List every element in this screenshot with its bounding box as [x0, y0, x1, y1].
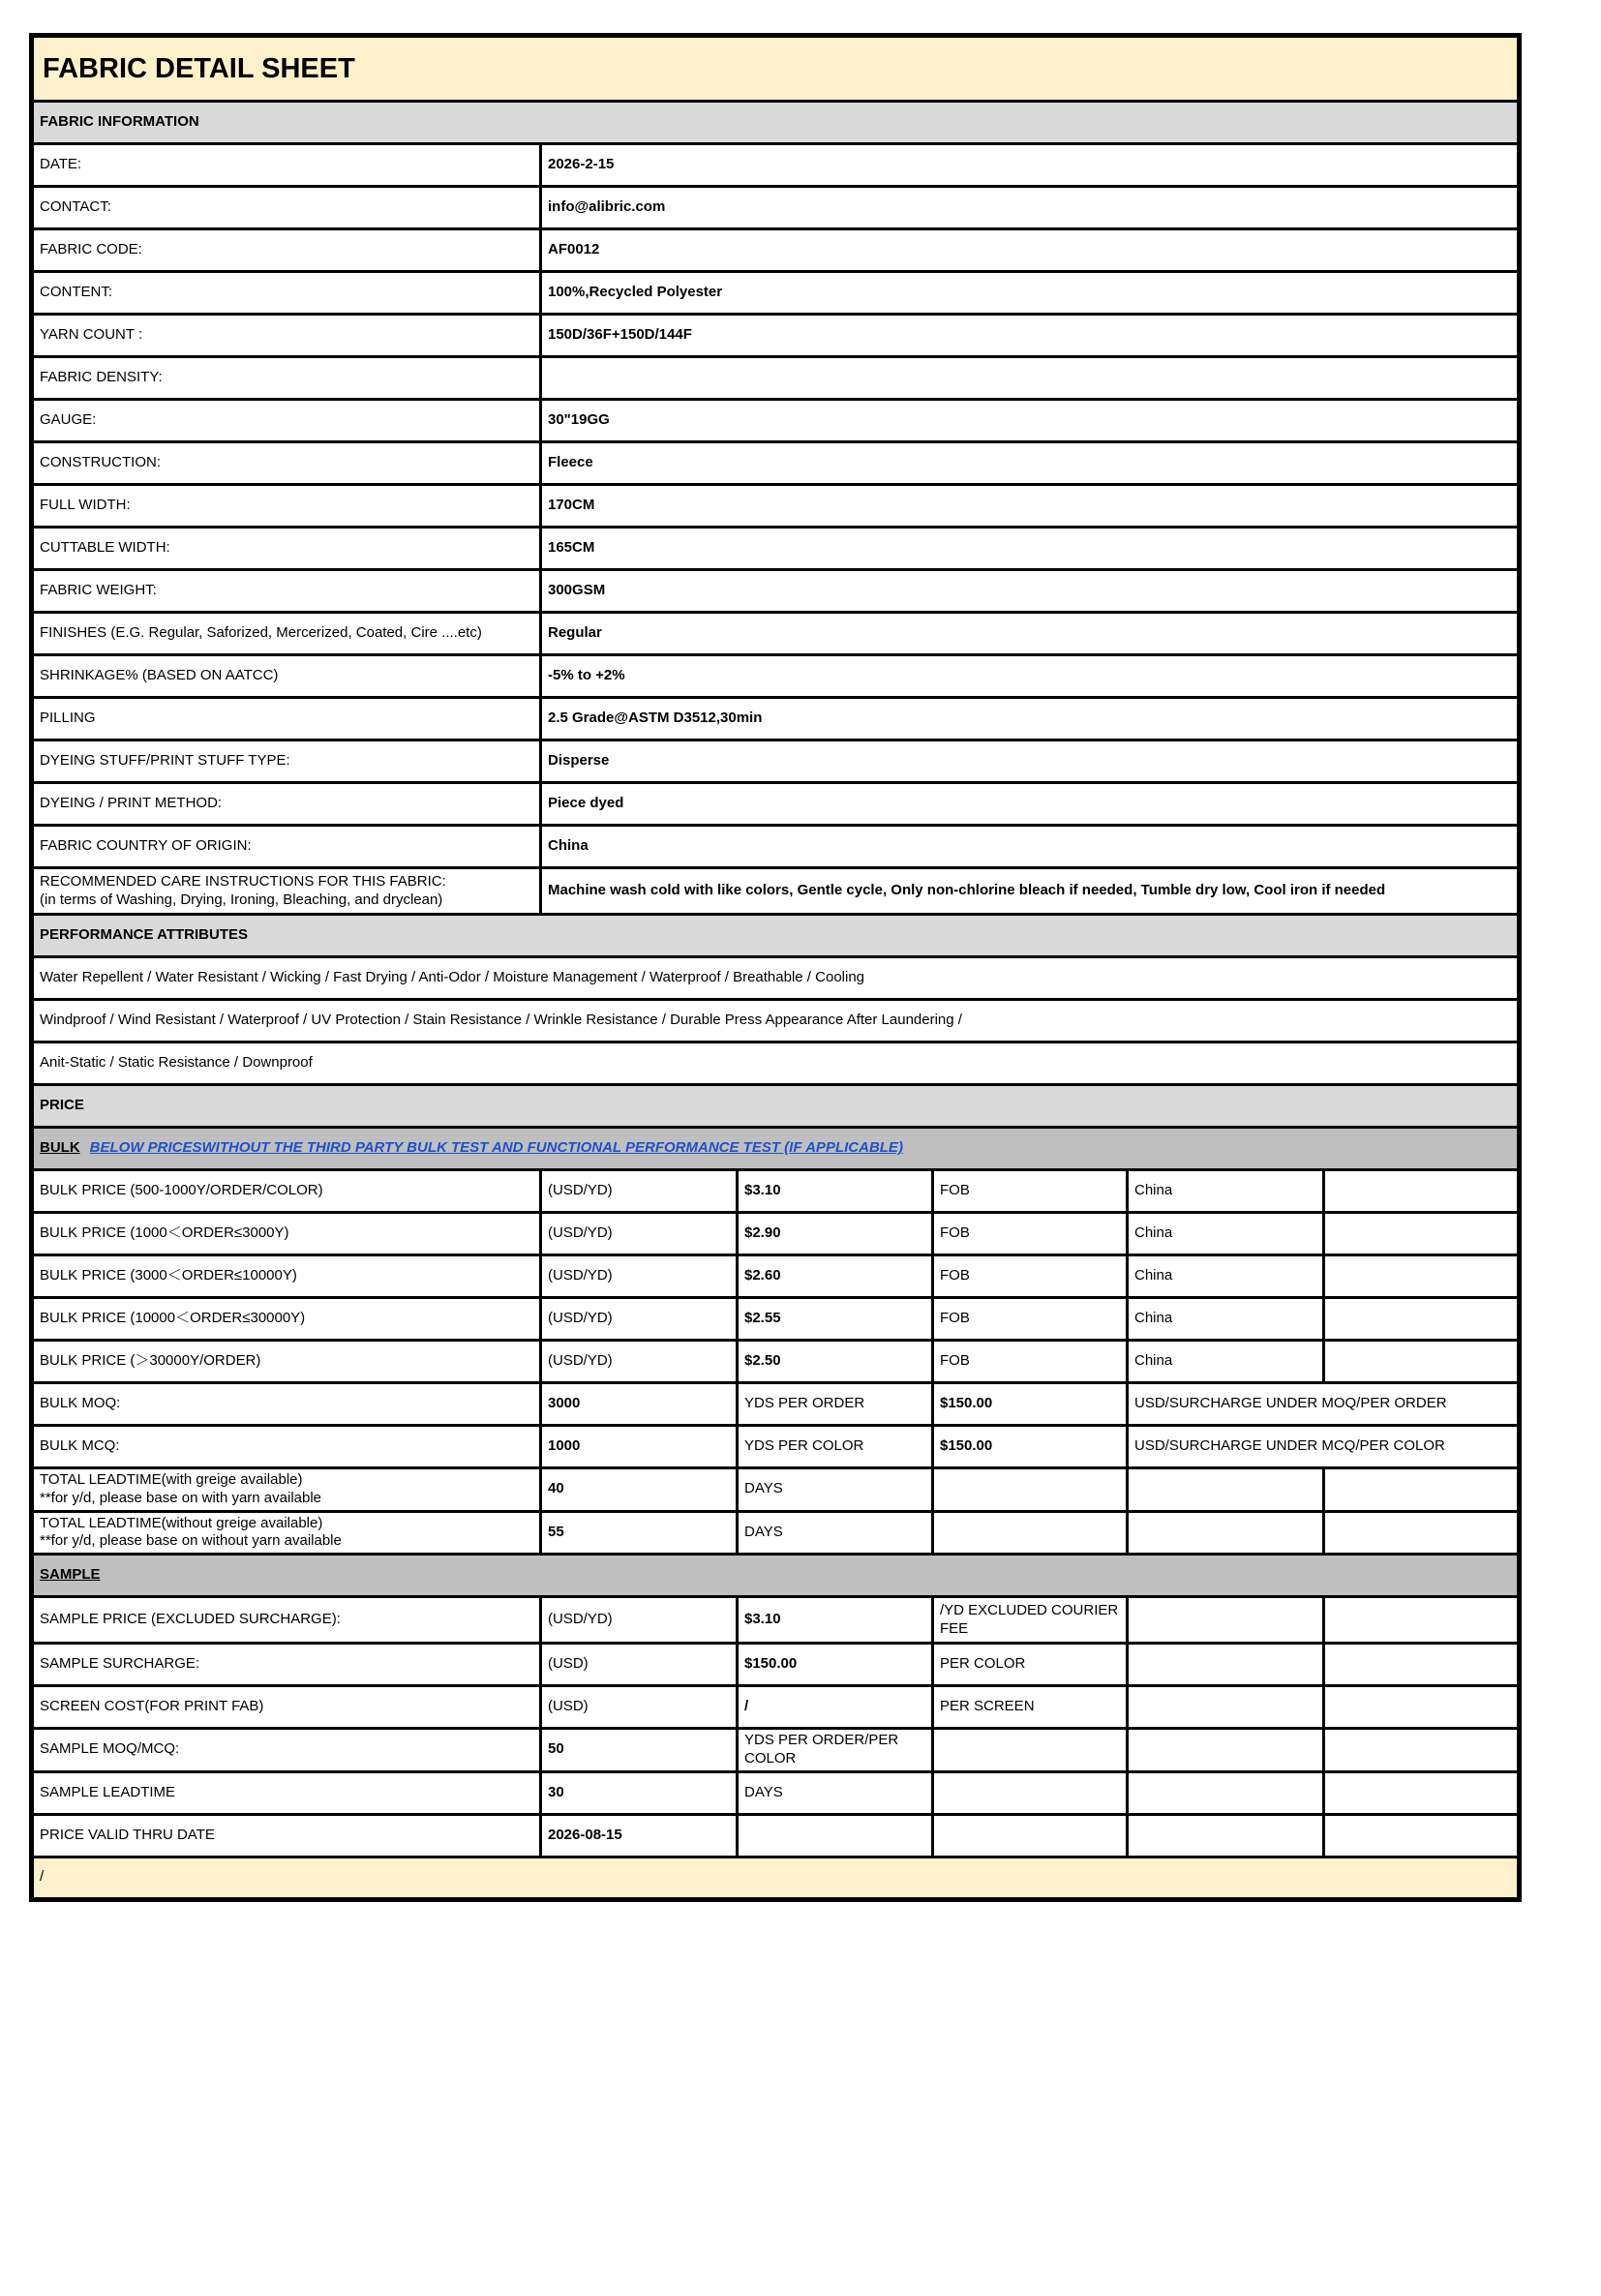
performance-line: Water Repellent / Water Resistant / Wicking / Fast Drying / Anti-Odor / Moisture Management / Waterproof / Breathable / Cooling — [32, 957, 1520, 1000]
table-row — [32, 698, 1520, 740]
bulk-price-label: BULK PRICE (1000＜ORDER≤3000Y) — [32, 1213, 541, 1255]
table-row — [32, 826, 1520, 868]
table-row — [32, 1298, 1520, 1341]
leadtime-unit: DAYS — [738, 1468, 933, 1512]
care-label-line2: (in terms of Washing, Drying, Ironing, Bleaching, and dryclean) — [40, 891, 443, 908]
bulk-price-value: $3.10 — [738, 1170, 933, 1213]
bulk-price-extra — [1324, 1213, 1520, 1255]
bulk-price-label: BULK PRICE (3000＜ORDER≤10000Y) — [32, 1255, 541, 1298]
bulk-price-unit: (USD/YD) — [541, 1341, 738, 1383]
info-label: FABRIC DENSITY: — [32, 357, 541, 400]
bulk-price-value: $2.55 — [738, 1298, 933, 1341]
table-row — [32, 613, 1520, 655]
bulk-price-origin: China — [1128, 1341, 1324, 1383]
table-row — [32, 1511, 1520, 1555]
table-row — [32, 1042, 1520, 1085]
sample-value: $3.10 — [738, 1597, 933, 1644]
table-row — [32, 528, 1520, 570]
info-label: DYEING STUFF/PRINT STUFF TYPE: — [32, 740, 541, 783]
table-row — [32, 144, 1520, 187]
info-value: 150D/36F+150D/144F — [541, 315, 1520, 357]
performance-line: Windproof / Wind Resistant / Waterproof / UV Protection / Stain Resistance / Wrinkle Resistance / Durable Press Appearance After Laundering / — [32, 1000, 1520, 1042]
sample-label: SAMPLE PRICE (EXCLUDED SURCHARGE): — [32, 1597, 541, 1644]
title-row — [32, 36, 1520, 102]
sample-label: PRICE VALID THRU DATE — [32, 1814, 541, 1857]
bulk-price-extra — [1324, 1298, 1520, 1341]
info-value: 30"19GG — [541, 400, 1520, 442]
sample-unit: YDS PER ORDER/PER COLOR — [738, 1729, 933, 1772]
table-row — [32, 1341, 1520, 1383]
table-row — [32, 272, 1520, 315]
info-label: SHRINKAGE% (BASED ON AATCC) — [32, 655, 541, 698]
empty-cell — [738, 1814, 933, 1857]
table-row — [32, 1468, 1520, 1512]
leadtime-label-line2: **for y/d, please base on without yarn available — [40, 1532, 342, 1550]
bulk-note-row — [32, 1128, 1520, 1170]
sample-label: SCREEN COST(FOR PRINT FAB) — [32, 1686, 541, 1729]
table-row — [32, 1814, 1520, 1857]
sample-note: /YD EXCLUDED COURIER FEE — [933, 1597, 1128, 1644]
empty-cell — [1128, 1597, 1324, 1644]
sample-unit: (USD) — [541, 1686, 738, 1729]
info-label: FABRIC CODE: — [32, 229, 541, 272]
sample-unit: (USD/YD) — [541, 1597, 738, 1644]
bulk-price-label: BULK PRICE (500-1000Y/ORDER/COLOR) — [32, 1170, 541, 1213]
bulk-moq-qty: 3000 — [541, 1383, 738, 1426]
bulk-price-term: FOB — [933, 1170, 1128, 1213]
bulk-price-term: FOB — [933, 1213, 1128, 1255]
info-label: CONTACT: — [32, 187, 541, 229]
bulk-moq-label: BULK MOQ: — [32, 1383, 541, 1426]
leadtime-value: 40 — [541, 1468, 738, 1512]
bulk-price-label: BULK PRICE (＞30000Y/ORDER) — [32, 1341, 541, 1383]
sample-value: / — [738, 1686, 933, 1729]
leadtime-value: 55 — [541, 1511, 738, 1555]
footer-row — [32, 1857, 1520, 1899]
section-performance — [32, 915, 1520, 957]
bulk-price-extra — [1324, 1255, 1520, 1298]
info-value: 2.5 Grade@ASTM D3512,30min — [541, 698, 1520, 740]
section-fabric-information — [32, 102, 1520, 144]
bulk-mcq-label: BULK MCQ: — [32, 1426, 541, 1468]
footer-cell: / — [32, 1857, 1520, 1899]
bulk-price-term: FOB — [933, 1298, 1128, 1341]
table-row — [32, 868, 1520, 915]
bulk-price-unit: (USD/YD) — [541, 1170, 738, 1213]
sample-note: PER COLOR — [933, 1644, 1128, 1686]
empty-cell — [1128, 1511, 1324, 1555]
info-label: FINISHES (E.G. Regular, Saforized, Mercerized, Coated, Cire ....etc) — [32, 613, 541, 655]
info-value: Piece dyed — [541, 783, 1520, 826]
info-value: 300GSM — [541, 570, 1520, 613]
info-label: PILLING — [32, 698, 541, 740]
table-row — [32, 1686, 1520, 1729]
bulk-price-unit: (USD/YD) — [541, 1255, 738, 1298]
sample-label: SAMPLE MOQ/MCQ: — [32, 1729, 541, 1772]
table-row — [32, 1000, 1520, 1042]
info-label: DATE: — [32, 144, 541, 187]
empty-cell — [1128, 1729, 1324, 1772]
bulk-mcq-unit: YDS PER COLOR — [738, 1426, 933, 1468]
info-value: 100%,Recycled Polyester — [541, 272, 1520, 315]
info-label: FABRIC WEIGHT: — [32, 570, 541, 613]
bulk-moq-surcharge: $150.00 — [933, 1383, 1128, 1426]
table-row — [32, 1644, 1520, 1686]
empty-cell — [933, 1511, 1128, 1555]
empty-cell — [1128, 1468, 1324, 1512]
info-label: GAUGE: — [32, 400, 541, 442]
table-row — [32, 1729, 1520, 1772]
info-value — [541, 357, 1520, 400]
empty-cell — [933, 1814, 1128, 1857]
table-row — [32, 400, 1520, 442]
sample-label: SAMPLE SURCHARGE: — [32, 1644, 541, 1686]
leadtime-label-line1: TOTAL LEADTIME(without greige available) — [40, 1514, 323, 1531]
leadtime-label-line1: TOTAL LEADTIME(with greige available) — [40, 1471, 303, 1488]
sample-value: 30 — [541, 1771, 738, 1814]
info-value: Fleece — [541, 442, 1520, 485]
table-row — [32, 570, 1520, 613]
table-row — [32, 783, 1520, 826]
empty-cell — [1324, 1597, 1520, 1644]
sample-unit: (USD) — [541, 1644, 738, 1686]
leadtime-label — [32, 1511, 541, 1555]
sample-value: 2026-08-15 — [541, 1814, 738, 1857]
empty-cell — [1128, 1814, 1324, 1857]
table-row — [32, 1771, 1520, 1814]
empty-cell — [1324, 1686, 1520, 1729]
empty-cell — [933, 1468, 1128, 1512]
empty-cell — [933, 1729, 1128, 1772]
empty-cell — [1324, 1814, 1520, 1857]
info-value: -5% to +2% — [541, 655, 1520, 698]
sample-value: $150.00 — [738, 1644, 933, 1686]
info-label: FULL WIDTH: — [32, 485, 541, 528]
table-row — [32, 1170, 1520, 1213]
empty-cell — [1128, 1686, 1324, 1729]
leadtime-label-line2: **for y/d, please base on with yarn available — [40, 1489, 322, 1506]
table-row — [32, 655, 1520, 698]
section-header-performance: PERFORMANCE ATTRIBUTES — [32, 915, 1520, 957]
table-row — [32, 1255, 1520, 1298]
empty-cell — [1324, 1511, 1520, 1555]
bulk-mcq-surcharge: $150.00 — [933, 1426, 1128, 1468]
info-label: DYEING / PRINT METHOD: — [32, 783, 541, 826]
leadtime-unit: DAYS — [738, 1511, 933, 1555]
care-label-line1: RECOMMENDED CARE INSTRUCTIONS FOR THIS FABRIC: — [40, 872, 446, 890]
table-row — [32, 1597, 1520, 1644]
info-label: CONSTRUCTION: — [32, 442, 541, 485]
table-row — [32, 187, 1520, 229]
info-label: CONTENT: — [32, 272, 541, 315]
sample-value: 50 — [541, 1729, 738, 1772]
table-row — [32, 957, 1520, 1000]
bulk-price-value: $2.60 — [738, 1255, 933, 1298]
bulk-price-term: FOB — [933, 1255, 1128, 1298]
table-row — [32, 315, 1520, 357]
empty-cell — [1324, 1771, 1520, 1814]
table-row — [32, 442, 1520, 485]
bulk-price-value: $2.50 — [738, 1341, 933, 1383]
table-row — [32, 229, 1520, 272]
bulk-price-extra — [1324, 1341, 1520, 1383]
section-header-fabric-information: FABRIC INFORMATION — [32, 102, 1520, 144]
bulk-price-extra — [1324, 1170, 1520, 1213]
info-value: 170CM — [541, 485, 1520, 528]
page-title: FABRIC DETAIL SHEET — [32, 36, 1520, 102]
bulk-moq-note: USD/SURCHARGE UNDER MOQ/PER ORDER — [1128, 1383, 1520, 1426]
performance-line: Anit-Static / Static Resistance / Downproof — [32, 1042, 1520, 1085]
fabric-detail-sheet — [29, 33, 1522, 1902]
table-row — [32, 357, 1520, 400]
bulk-price-origin: China — [1128, 1170, 1324, 1213]
table-row — [32, 1426, 1520, 1468]
info-value: Disperse — [541, 740, 1520, 783]
empty-cell — [933, 1771, 1128, 1814]
bulk-mcq-qty: 1000 — [541, 1426, 738, 1468]
table-row — [32, 1383, 1520, 1426]
empty-cell — [1128, 1644, 1324, 1686]
info-label: CUTTABLE WIDTH: — [32, 528, 541, 570]
section-header-sample — [32, 1555, 1520, 1597]
bulk-price-label: BULK PRICE (10000＜ORDER≤30000Y) — [32, 1298, 541, 1341]
table-row — [32, 485, 1520, 528]
bulk-moq-unit: YDS PER ORDER — [738, 1383, 933, 1426]
info-label: FABRIC COUNTRY OF ORIGIN: — [32, 826, 541, 868]
section-header-price: PRICE — [32, 1085, 1520, 1128]
section-price — [32, 1085, 1520, 1128]
info-value: 165CM — [541, 528, 1520, 570]
sample-section-label: SAMPLE — [40, 1566, 101, 1584]
bulk-mcq-note: USD/SURCHARGE UNDER MCQ/PER COLOR — [1128, 1426, 1520, 1468]
empty-cell — [1324, 1468, 1520, 1512]
sample-unit: DAYS — [738, 1771, 933, 1814]
bulk-price-origin: China — [1128, 1298, 1324, 1341]
table-row — [32, 1213, 1520, 1255]
sample-label: SAMPLE LEADTIME — [32, 1771, 541, 1814]
section-sample — [32, 1555, 1520, 1597]
info-value: AF0012 — [541, 229, 1520, 272]
bulk-price-unit: (USD/YD) — [541, 1298, 738, 1341]
empty-cell — [1128, 1771, 1324, 1814]
table-row — [32, 740, 1520, 783]
info-value: Regular — [541, 613, 1520, 655]
info-label: YARN COUNT : — [32, 315, 541, 357]
bulk-price-unit: (USD/YD) — [541, 1213, 738, 1255]
bulk-price-term: FOB — [933, 1341, 1128, 1383]
info-value: 2026-2-15 — [541, 144, 1520, 187]
bulk-section-label: BULK — [40, 1139, 80, 1157]
bulk-price-value: $2.90 — [738, 1213, 933, 1255]
empty-cell — [1324, 1729, 1520, 1772]
leadtime-label — [32, 1468, 541, 1512]
empty-cell — [1324, 1644, 1520, 1686]
bulk-price-origin: China — [1128, 1213, 1324, 1255]
info-value: Machine wash cold with like colors, Gentle cycle, Only non-chlorine bleach if needed, Tumble dry low, Cool iron if needed — [541, 868, 1520, 915]
info-label — [32, 868, 541, 915]
sample-note: PER SCREEN — [933, 1686, 1128, 1729]
info-value: info@alibric.com — [541, 187, 1520, 229]
bulk-note-link[interactable]: BELOW PRICESWITHOUT THE THIRD PARTY BULK TEST AND FUNCTIONAL PERFORMANCE TEST (IF APPLICABLE) — [89, 1139, 903, 1157]
bulk-price-origin: China — [1128, 1255, 1324, 1298]
info-value: China — [541, 826, 1520, 868]
bulk-note-cell — [32, 1128, 1520, 1170]
